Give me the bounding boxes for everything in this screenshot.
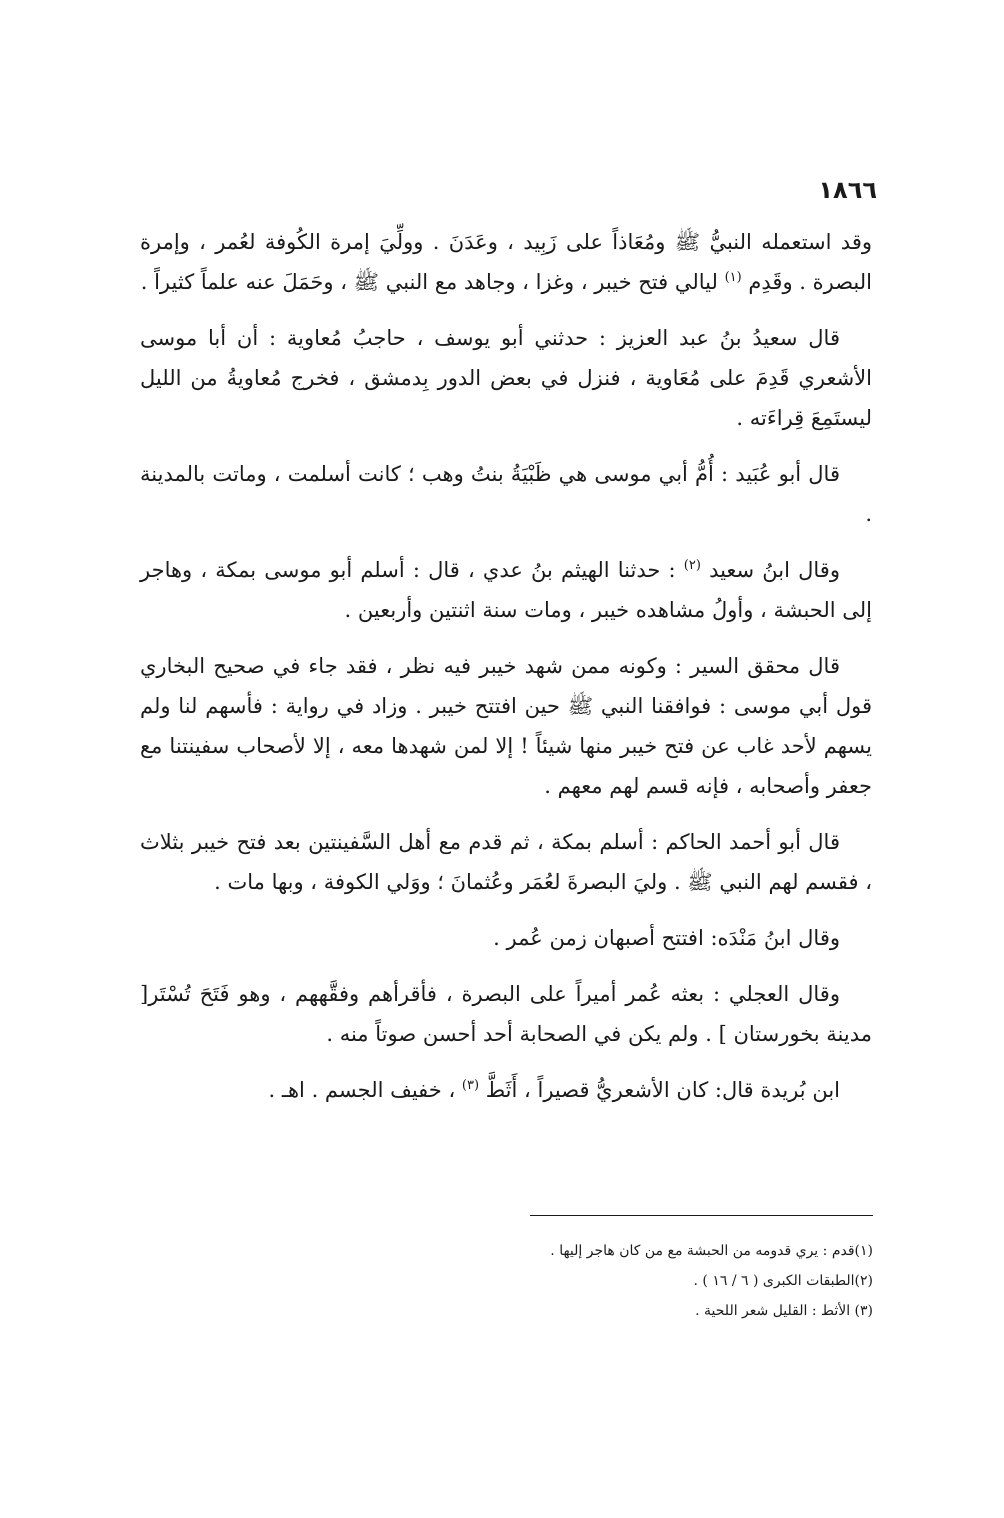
paragraph-text: ابن بُريدة قال: كان الأشعريُّ قصيراً ، أَثَطَّ xyxy=(485,1078,840,1102)
footnote-ref: (٢) xyxy=(683,558,701,573)
paragraph xyxy=(140,550,872,630)
footnote-ref: (٣) xyxy=(461,1078,480,1093)
paragraph-text: وقال ابنُ مَنْدَه: افتتح أصبهان زمن عُمر . xyxy=(493,926,840,950)
paragraph-text: ، خفيف الجسم . اهـ . xyxy=(268,1078,456,1102)
paragraph-text: قال أبو عُبَيد : أُمُّ أبي موسى هي ظَبْيَةُ بنتُ وهب ؛ كانت أسلمت ، وماتت بالمدينة . xyxy=(140,462,872,526)
footnote-ref: (١) xyxy=(724,270,742,285)
paragraph-text: وقد استعمله النبيُّ ﷺ ومُعَاذاً على زَبِيد ، وعَدَنَ . وولِّيَ إمرة الكُوفة لعُمر ، وإمرة البصرة . وقَدِم xyxy=(140,230,872,294)
paragraph-text: وقال ابنُ سعيد xyxy=(709,558,840,582)
paragraph xyxy=(140,318,872,438)
paragraph-text: قال أبو أحمد الحاكم : أسلم بمكة ، ثم قدم مع أهل السَّفينتين بعد فتح خيبر بثلاث ، فقسم لهم النبي ﷺ . وليَ البصرةَ لعُمَر وعُثمانَ ؛ ووَلي الكوفة ، وبها مات . xyxy=(140,830,872,894)
paragraph xyxy=(140,822,872,902)
footnote-divider xyxy=(530,1215,873,1216)
paragraph-text: ليالي فتح خيبر ، وغزا ، وجاهد مع النبي ﷺ ، وحَمَلَ عنه علماً كثيراً . xyxy=(140,270,718,294)
paragraph xyxy=(140,222,872,302)
paragraph-text: قال محقق السير : وكونه ممن شهد خيبر فيه نظر ، فقد جاء في صحيح البخاري قول أبي موسى : فوافقنا النبي ﷺ حين افتتح خيبر . وزاد في رواية : فأسهم لنا ولم يسهم لأحد غاب عن فتح خيبر منها شيئاً ! إلا لمن شهدها معه ، إلا لأصحاب سفينتنا مع جعفر وأصحابه ، فإنه قسم لهم معهم . xyxy=(140,654,872,798)
footnote: (٣) الأثط : القليل شعر اللحية . xyxy=(695,1303,873,1319)
paragraph xyxy=(140,974,872,1054)
page-number: ١٨٦٦ xyxy=(818,176,877,204)
paragraph-text: : حدثنا الهيثم بنُ عدي ، قال : أسلم أبو موسى بمكة ، وهاجر إلى الحبشة ، وأولُ مشاهده خيبر ، ومات سنة اثنتين وأربعين . xyxy=(140,558,872,622)
paragraph-text: وقال العجلي : بعثه عُمر أميراً على البصرة ، فأقرأهم وفقَّههم ، وهو فَتَحَ تُسْتَر[ مدينة بخورستان ] . ولم يكن في الصحابة أحد أحسن صوتاً منه . xyxy=(140,982,872,1046)
main-text xyxy=(140,222,872,1126)
paragraph-text: قال سعيدُ بنُ عبد العزيز : حدثني أبو يوسف ، حاجبُ مُعاوية : أن أبا موسى الأشعري قَدِمَ على مُعَاوية ، فنزل في بعض الدور بِدمشق ، فخرج مُعاويةُ من الليل ليستَمِعَ قِراءَته . xyxy=(140,326,872,430)
footnotes xyxy=(453,1236,873,1326)
paragraph xyxy=(140,918,872,958)
paragraph xyxy=(140,454,872,534)
paragraph xyxy=(140,646,872,806)
footnote: (١)قدم : يري قدومه من الحبشة مع من كان هاجر إليها . xyxy=(550,1243,873,1259)
footnote: (٢)الطبقات الكبرى ( ٦ / ١٦ ) . xyxy=(693,1273,873,1289)
paragraph xyxy=(140,1070,872,1110)
